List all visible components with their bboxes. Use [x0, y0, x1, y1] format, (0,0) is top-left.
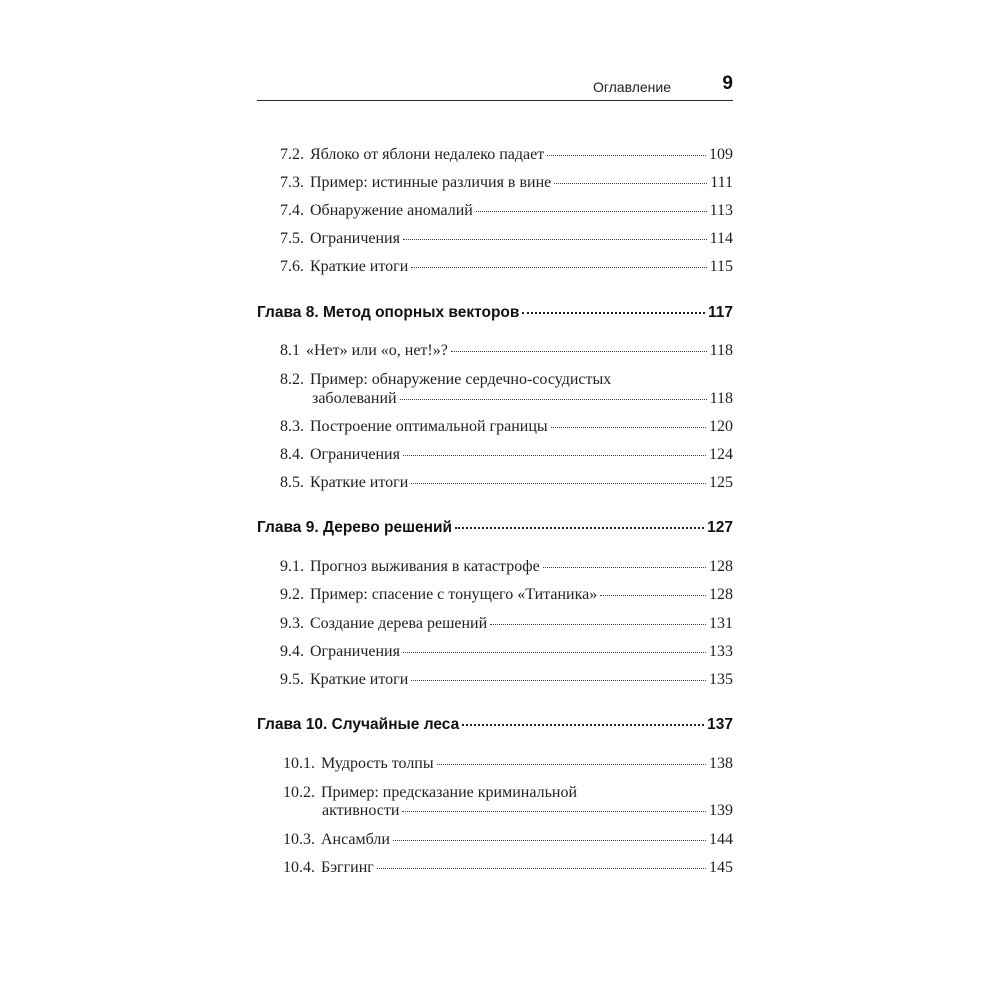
toc-entry-7-3[interactable]	[280, 174, 733, 192]
section-page: 144	[709, 831, 733, 848]
dot-leader	[451, 350, 707, 352]
section-page: 135	[709, 671, 733, 688]
dot-leader	[547, 154, 706, 156]
dot-leader	[476, 210, 707, 212]
section-number: 10.3.	[283, 831, 315, 848]
dot-leader	[437, 763, 706, 765]
section-title: Ограничения	[310, 446, 400, 463]
toc-entry-7-2[interactable]	[280, 146, 733, 164]
chapter-title: Глава 9. Дерево решений	[257, 519, 453, 536]
toc-entry-8-2-line1[interactable]	[280, 371, 611, 389]
section-title-continuation: активности	[322, 802, 400, 819]
section-title: Бэггинг	[321, 859, 374, 876]
chapter-page: 117	[707, 304, 733, 321]
toc-entry-10-1[interactable]	[283, 755, 733, 773]
section-number: 9.1.	[280, 558, 304, 575]
dot-leader	[455, 526, 704, 529]
page-header	[257, 70, 733, 101]
toc-entry-7-4[interactable]	[280, 202, 733, 220]
section-title: Пример: спасение с тонущего «Титаника»	[310, 586, 598, 603]
section-page: 120	[709, 418, 733, 435]
section-number: 7.5.	[280, 230, 304, 247]
dot-leader	[543, 566, 706, 568]
section-number: 8.3.	[280, 418, 304, 435]
section-title: Построение оптимальной границы	[310, 418, 548, 435]
section-title: Яблоко от яблони недалеко падает	[310, 146, 545, 163]
section-page: 138	[709, 755, 733, 772]
section-page: 111	[710, 174, 733, 191]
section-page: 128	[709, 558, 733, 575]
dot-leader	[411, 266, 706, 268]
dot-leader	[411, 482, 706, 484]
section-page: 131	[709, 615, 733, 632]
section-title: «Нет» или «о, нет!»?	[306, 342, 448, 359]
dot-leader	[522, 311, 705, 314]
toc-entry-8-3[interactable]	[280, 418, 733, 436]
toc-entry-8-1[interactable]	[280, 342, 733, 360]
section-title: Пример: предсказание криминальной	[321, 784, 577, 801]
dot-leader	[403, 238, 707, 240]
chapter-page: 137	[707, 716, 733, 733]
section-page: 114	[709, 230, 733, 247]
section-number: 7.2.	[280, 146, 304, 163]
section-title: Создание дерева решений	[310, 615, 488, 632]
section-page: 133	[709, 643, 733, 660]
toc-entry-8-5[interactable]	[280, 474, 733, 492]
section-number: 10.2.	[283, 784, 315, 801]
section-page: 124	[709, 446, 733, 463]
dot-leader	[490, 623, 706, 625]
section-number: 8.5.	[280, 474, 304, 491]
toc-entry-9-3[interactable]	[280, 615, 733, 633]
section-page: 139	[709, 802, 733, 819]
toc-entry-10-2-line2[interactable]	[322, 802, 733, 820]
dot-leader	[403, 454, 706, 456]
toc-entry-9-5[interactable]	[280, 671, 733, 689]
dot-leader	[403, 651, 706, 653]
section-number: 8.1	[280, 342, 300, 359]
section-title: Ограничения	[310, 230, 400, 247]
section-page: 113	[709, 202, 733, 219]
section-title: Прогноз выживания в катастрофе	[310, 558, 540, 575]
section-title: Мудрость толпы	[321, 755, 434, 772]
dot-leader	[462, 723, 704, 726]
section-page: 128	[709, 586, 733, 603]
section-number: 7.3.	[280, 174, 304, 191]
chapter-title: Глава 8. Метод опорных векторов	[257, 304, 520, 321]
toc-entry-9-1[interactable]	[280, 558, 733, 576]
section-title: Обнаружение аномалий	[310, 202, 473, 219]
section-number: 10.1.	[283, 755, 315, 772]
toc-entry-8-2-line2[interactable]	[312, 390, 733, 408]
toc-entry-8-4[interactable]	[280, 446, 733, 464]
section-page: 118	[709, 342, 733, 359]
toc-entry-9-2[interactable]	[280, 586, 733, 604]
section-title: Краткие итоги	[310, 671, 409, 688]
section-page: 125	[709, 474, 733, 491]
dot-leader	[377, 867, 706, 869]
section-title: Ансамбли	[321, 831, 390, 848]
toc-entry-7-6[interactable]	[280, 258, 733, 276]
section-page: 115	[709, 258, 733, 275]
section-page: 109	[709, 146, 733, 163]
toc-entry-7-5[interactable]	[280, 230, 733, 248]
section-number: 7.6.	[280, 258, 304, 275]
section-title-continuation: заболеваний	[312, 390, 397, 407]
section-number: 9.4.	[280, 643, 304, 660]
page-number: 9	[722, 73, 733, 94]
toc-chapter-8[interactable]	[257, 304, 733, 322]
toc-entry-10-2-line1[interactable]	[283, 784, 577, 802]
running-title: Оглавление	[592, 79, 671, 95]
toc-chapter-9[interactable]	[257, 519, 733, 537]
section-number: 10.4.	[283, 859, 315, 876]
toc-entry-9-4[interactable]	[280, 643, 733, 661]
chapter-page: 127	[707, 519, 733, 536]
dot-leader	[393, 839, 706, 841]
section-page: 145	[709, 859, 733, 876]
dot-leader	[554, 182, 707, 184]
section-number: 8.2.	[280, 371, 304, 388]
dot-leader	[411, 679, 706, 681]
section-number: 7.4.	[280, 202, 304, 219]
dot-leader	[400, 398, 707, 400]
section-number: 9.3.	[280, 615, 304, 632]
section-number: 8.4.	[280, 446, 304, 463]
dot-leader	[600, 594, 706, 596]
chapter-title: Глава 10. Случайные леса	[257, 716, 460, 733]
section-title: Пример: обнаружение сердечно-сосудистых	[310, 371, 612, 388]
toc-entry-10-4[interactable]	[283, 859, 733, 877]
dot-leader	[551, 426, 706, 428]
toc-entry-10-3[interactable]	[283, 831, 733, 849]
section-page: 118	[709, 390, 733, 407]
section-number: 9.5.	[280, 671, 304, 688]
section-title: Краткие итоги	[310, 474, 409, 491]
dot-leader	[402, 810, 706, 812]
toc-chapter-10[interactable]	[257, 716, 733, 734]
section-title: Пример: истинные различия в вине	[310, 174, 552, 191]
section-title: Краткие итоги	[310, 258, 409, 275]
section-title: Ограничения	[310, 643, 400, 660]
section-number: 9.2.	[280, 586, 304, 603]
